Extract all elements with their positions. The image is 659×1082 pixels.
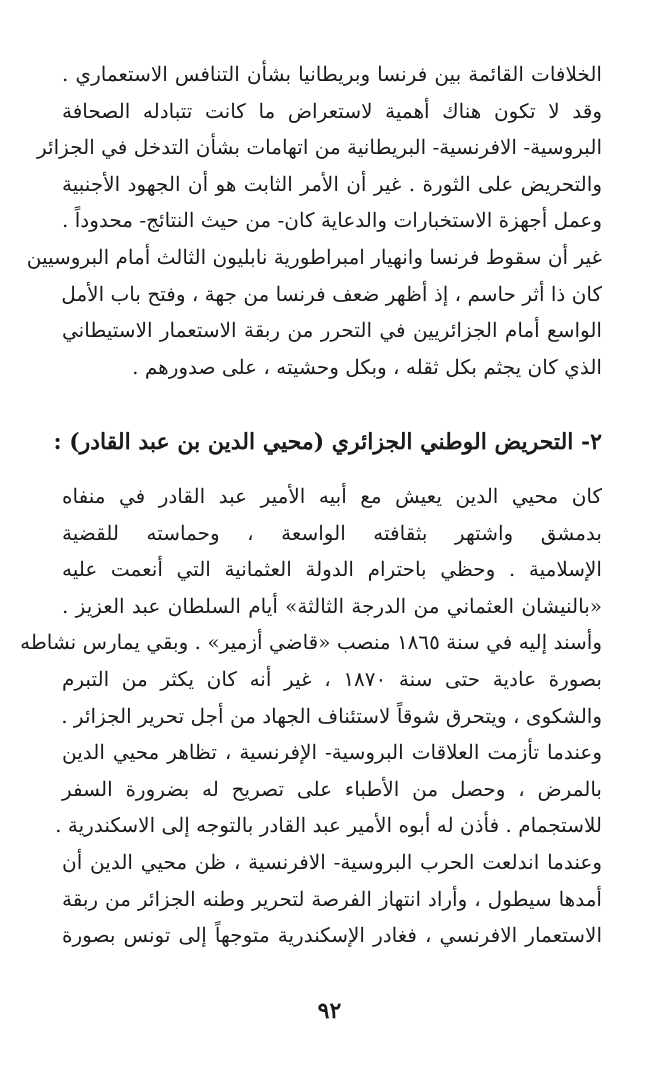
text-line: «بالنيشان العثماني من الدرجة الثالثة» أيام السلطان عبد العزيز . xyxy=(62,593,602,618)
section-heading: ٢- التحريض الوطني الجزائري (محيي الدين بن عبد القادر) : xyxy=(53,429,602,455)
text-line: للاستجمام . فأذن له أبوه الأمير عبد القادر بالتوجه إلى الاسكندرية . xyxy=(55,813,602,838)
page-number: ٩٢ xyxy=(317,998,342,1024)
paragraph-bottom xyxy=(20,478,602,954)
text-line: وعندما اندلعت الحرب البروسية- الافرنسية ، ظن محيي الدين أن xyxy=(62,849,602,874)
text-line: وأسند إليه في سنة ١٨٦٥ منصب «قاضي أزمير» . وبقي يمارس نشاطه xyxy=(20,630,602,655)
text-line: الذي كان يجثم بكل ثقله ، وبكل وحشيته ، على صدورهم . xyxy=(132,354,602,379)
text-line: كان محيي الدين يعيش مع أبيه الأمير عبد القادر في منفاه xyxy=(62,484,602,508)
text-line: غير أن سقوط فرنسا وانهيار امبراطورية نابليون الثالث أمام البروسيين xyxy=(26,244,602,269)
text-line: بدمشق واشتهر بثقافته الواسعة ، وحماسته للقضية xyxy=(62,520,602,545)
text-line: الإسلامية . وحظي باحترام الدولة العثمانية التي أنعمت عليه xyxy=(62,557,602,582)
text-line: بالمرض ، وحصل من الأطباء على تصريح له بضرورة السفر xyxy=(62,776,602,801)
text-line: الخلافات القائمة بين فرنسا وبريطانيا بشأن التنافس الاستعماري . xyxy=(62,62,602,86)
text-line: أمدها سيطول ، وأراد انتهاز الفرصة لتحرير وطنه الجزائر من ربقة xyxy=(62,886,602,911)
text-line: والتحريض على الثورة . غير أن الأمر الثابت هو أن الجهود الأجنبية xyxy=(62,171,602,196)
text-line: كان ذا أثر حاسم ، إذ أظهر ضعف فرنسا من جهة ، وفتح باب الأمل xyxy=(61,281,602,306)
text-line: وقد لا تكون هناك أهمية لاستعراض ما كانت تتبادله الصحافة xyxy=(62,98,602,123)
text-line: بصورة عادية حتى سنة ١٨٧٠ ، غير أنه كان يكثر من التبرم xyxy=(62,666,602,691)
text-line: وعندما تأزمت العلاقات البروسية- الإفرنسية ، تظاهر محيي الدين xyxy=(62,740,602,765)
text-line: الواسع أمام الجزائريين في التحرر من ربقة الاستعمار الاستيطاني xyxy=(62,318,602,343)
text-line: والشكوى ، ويتحرق شوقاً لاستئناف الجهاد من أجل تحرير الجزائر . xyxy=(61,703,602,728)
text-line: الاستعمار الافرنسي ، فغادر الإسكندرية متوجهاً إلى تونس بصورة xyxy=(62,923,602,948)
paragraph-top xyxy=(26,56,602,385)
text-line: البروسية- الافرنسية- البريطانية من اتهامات بشأن التدخل في الجزائر xyxy=(37,135,602,160)
text-line: وعمل أجهزة الاستخبارات والدعاية كان- من حيث النتائج- محدوداً . xyxy=(62,208,602,233)
